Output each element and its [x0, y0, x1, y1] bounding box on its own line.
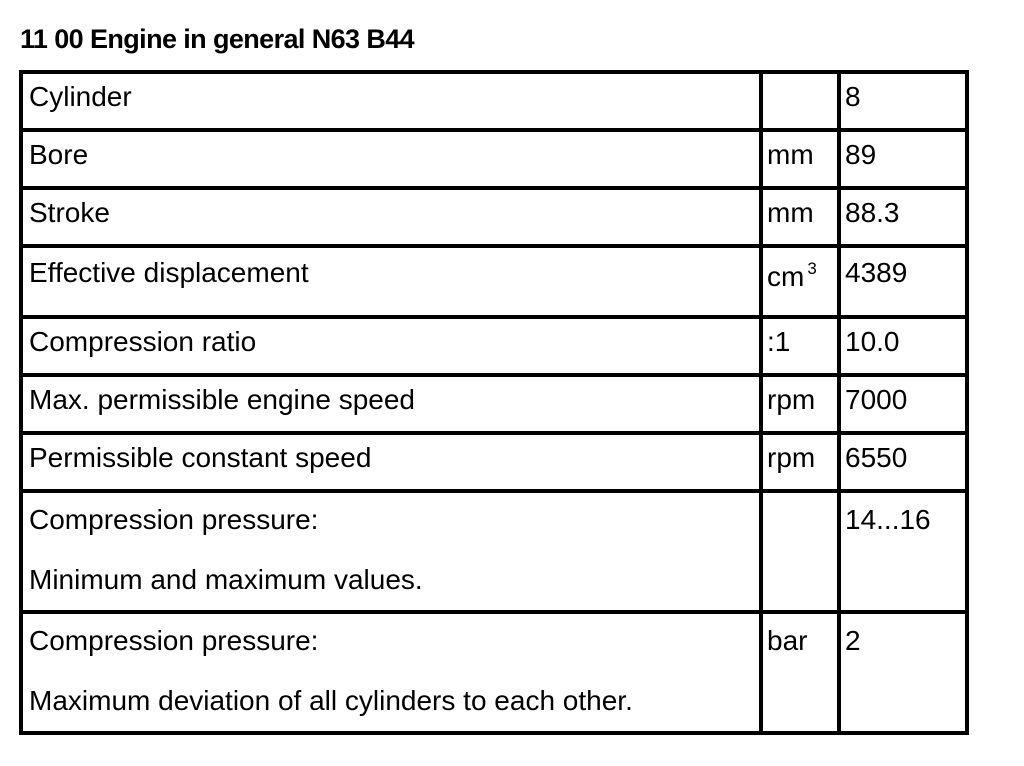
- row-value: 14...16: [839, 491, 967, 612]
- row-unit: [761, 246, 839, 317]
- row-unit: mm: [761, 130, 839, 188]
- table-row: [21, 72, 967, 130]
- table-row: [21, 188, 967, 246]
- row-value: 89: [839, 130, 967, 188]
- row-unit: :1: [761, 317, 839, 375]
- row-value: 4389: [839, 246, 967, 317]
- row-value: 8: [839, 72, 967, 130]
- row-unit: bar: [761, 612, 839, 733]
- table-row: [21, 612, 967, 733]
- row-unit: [761, 72, 839, 130]
- row-label: Effective displacement: [21, 246, 761, 317]
- row-label-line1: Compression pressure:: [29, 504, 319, 535]
- table-row: [21, 491, 967, 612]
- unit-exponent: 3: [807, 259, 817, 278]
- row-unit: rpm: [761, 375, 839, 433]
- row-unit: rpm: [761, 433, 839, 491]
- row-label: Compression ratio: [21, 317, 761, 375]
- table-row: [21, 130, 967, 188]
- row-value: 2: [839, 612, 967, 733]
- row-label-line1: Compression pressure:: [29, 625, 319, 656]
- unit-base: cm: [767, 261, 805, 292]
- row-label-line2: Maximum deviation of all cylinders to each other.: [29, 685, 633, 716]
- row-unit: mm: [761, 188, 839, 246]
- table-row: [21, 433, 967, 491]
- table-row: [21, 317, 967, 375]
- row-label: Permissible constant speed: [21, 433, 761, 491]
- row-label: [21, 491, 761, 612]
- row-value: 88.3: [839, 188, 967, 246]
- row-label: Stroke: [21, 188, 761, 246]
- row-value: 7000: [839, 375, 967, 433]
- row-label: Bore: [21, 130, 761, 188]
- row-value: 6550: [839, 433, 967, 491]
- row-unit: [761, 491, 839, 612]
- row-label: Cylinder: [21, 72, 761, 130]
- row-value: 10.0: [839, 317, 967, 375]
- table-row: [21, 246, 967, 317]
- document-title: 11 00 Engine in general N63 B44: [20, 24, 415, 54]
- engine-spec-table: [19, 70, 969, 735]
- table-row: [21, 375, 967, 433]
- row-label: Max. permissible engine speed: [21, 375, 761, 433]
- row-label: [21, 612, 761, 733]
- row-label-line2: Minimum and maximum values.: [29, 564, 423, 595]
